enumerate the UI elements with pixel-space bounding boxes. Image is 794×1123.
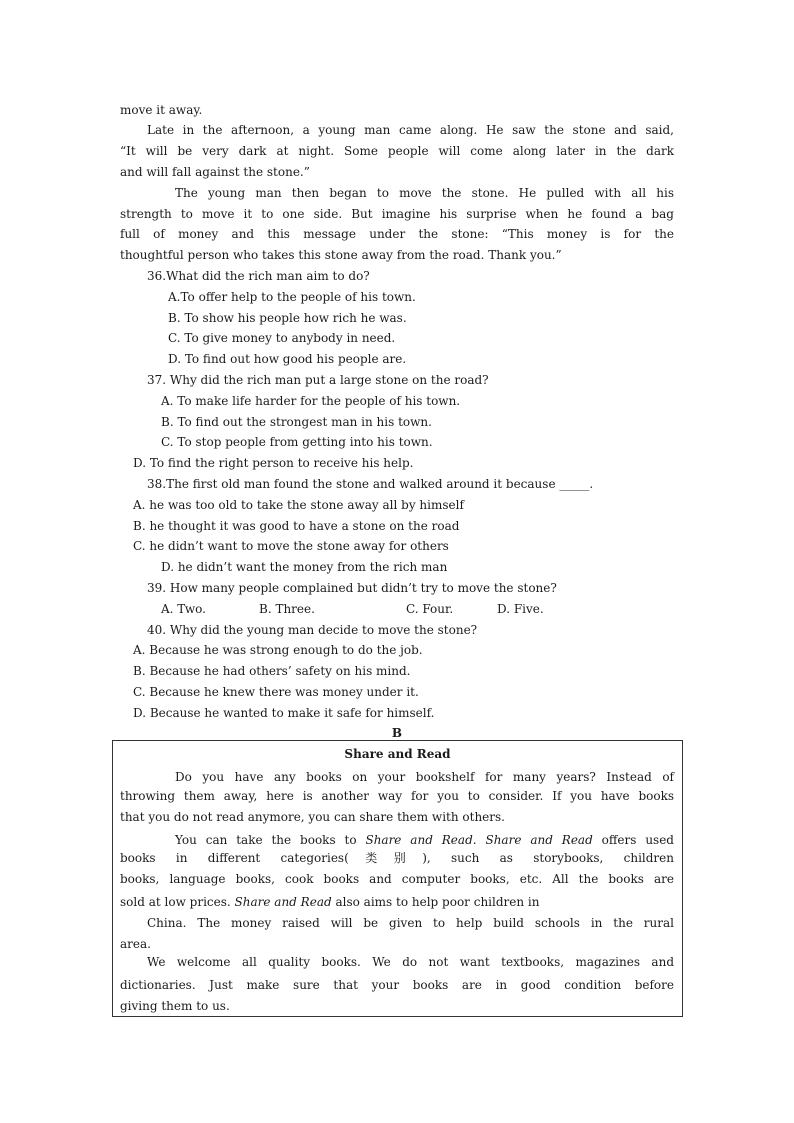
option-37b: B. To find out the strongest man in his town.: [161, 415, 432, 429]
box-line: dictionaries. Just make sure that your books are in good condition before: [120, 978, 674, 992]
option-40b: B. Because he had others’ safety on his mind.: [133, 664, 411, 678]
box-line: China. The money raised will be given to help build schools in the rural: [147, 916, 674, 930]
box-line: books, language books, cook books and computer books, etc. All the books are: [120, 872, 674, 886]
passage-line: “It will be very dark at night. Some people will come along later in the dark: [120, 144, 674, 158]
box-line: [120, 894, 539, 910]
option-38a: A. he was too old to take the stone away all by himself: [133, 498, 464, 512]
passage-line: and will fall against the stone.”: [120, 165, 310, 179]
box-text: You can take the books to: [175, 833, 357, 847]
box-line: giving them to us.: [120, 999, 230, 1013]
box-line: Do you have any books on your bookshelf for many years? Instead of: [175, 770, 674, 784]
box-text: sold at low prices.: [120, 895, 231, 909]
option-37c: C. To stop people from getting into his town.: [161, 435, 433, 449]
box-title-ref: Share and Read: [485, 833, 593, 847]
question-36: 36.What did the rich man aim to do?: [147, 269, 370, 283]
question-38: 38.The first old man found the stone and walked around it because _____.: [147, 477, 594, 491]
question-37: 37. Why did the rich man put a large stone on the road?: [147, 373, 489, 387]
option-38b: B. he thought it was good to have a stone on the road: [133, 519, 460, 533]
passage-line: The young man then began to move the stone. He pulled with all his: [175, 186, 674, 200]
passage-line: Late in the afternoon, a young man came along. He saw the stone and said,: [147, 123, 674, 137]
option-39a: A. Two.: [161, 602, 206, 616]
box-text: also aims to help poor children in: [335, 895, 540, 909]
option-38c: C. he didn’t want to move the stone away for others: [133, 539, 449, 553]
box-line: We welcome all quality books. We do not want textbooks, magazines and: [147, 955, 674, 969]
option-37a: A. To make life harder for the people of his town.: [161, 394, 461, 408]
option-40a: A. Because he was strong enough to do the job.: [133, 643, 423, 657]
option-37d: D. To find the right person to receive his help.: [133, 456, 414, 470]
option-40c: C. Because he knew there was money under it.: [133, 685, 419, 699]
option-38d: D. he didn’t want the money from the rich man: [161, 560, 448, 574]
box-line: that you do not read anymore, you can share them with others.: [120, 810, 505, 824]
option-40d: D. Because he wanted to make it safe for himself.: [133, 706, 435, 720]
passage-line: full of money and this message under the stone: “This money is for the: [120, 227, 674, 241]
box-line: books in different categories(类别), such as storybooks, children: [120, 851, 674, 865]
option-39d: D. Five.: [497, 602, 544, 616]
option-39c: C. Four.: [406, 602, 454, 616]
box-line: area.: [120, 937, 151, 951]
question-39: 39. How many people complained but didn’t try to move the stone?: [147, 581, 557, 595]
box-title-ref: Share and Read.: [365, 833, 477, 847]
box-title: Share and Read: [344, 747, 451, 761]
option-36c: C. To give money to anybody in need.: [168, 331, 396, 345]
box-title-ref: Share and Read: [234, 895, 332, 909]
box-line: throwing them away, here is another way for you to consider. If you have books: [120, 789, 674, 803]
option-36d: D. To find out how good his people are.: [168, 352, 407, 366]
question-40: 40. Why did the young man decide to move the stone?: [147, 623, 478, 637]
passage-line: thoughtful person who takes this stone away from the road. Thank you.”: [120, 248, 562, 262]
passage-line: strength to move it to one side. But imagine his surprise when he found a bag: [120, 207, 674, 221]
box-text: offers used: [601, 833, 674, 847]
passage-line: move it away.: [120, 103, 203, 117]
section-letter: B: [391, 726, 403, 740]
option-36a: A.To offer help to the people of his town.: [168, 290, 416, 304]
option-36b: B. To show his people how rich he was.: [168, 311, 407, 325]
option-39b: B. Three.: [259, 602, 315, 616]
box-line: [175, 832, 674, 848]
